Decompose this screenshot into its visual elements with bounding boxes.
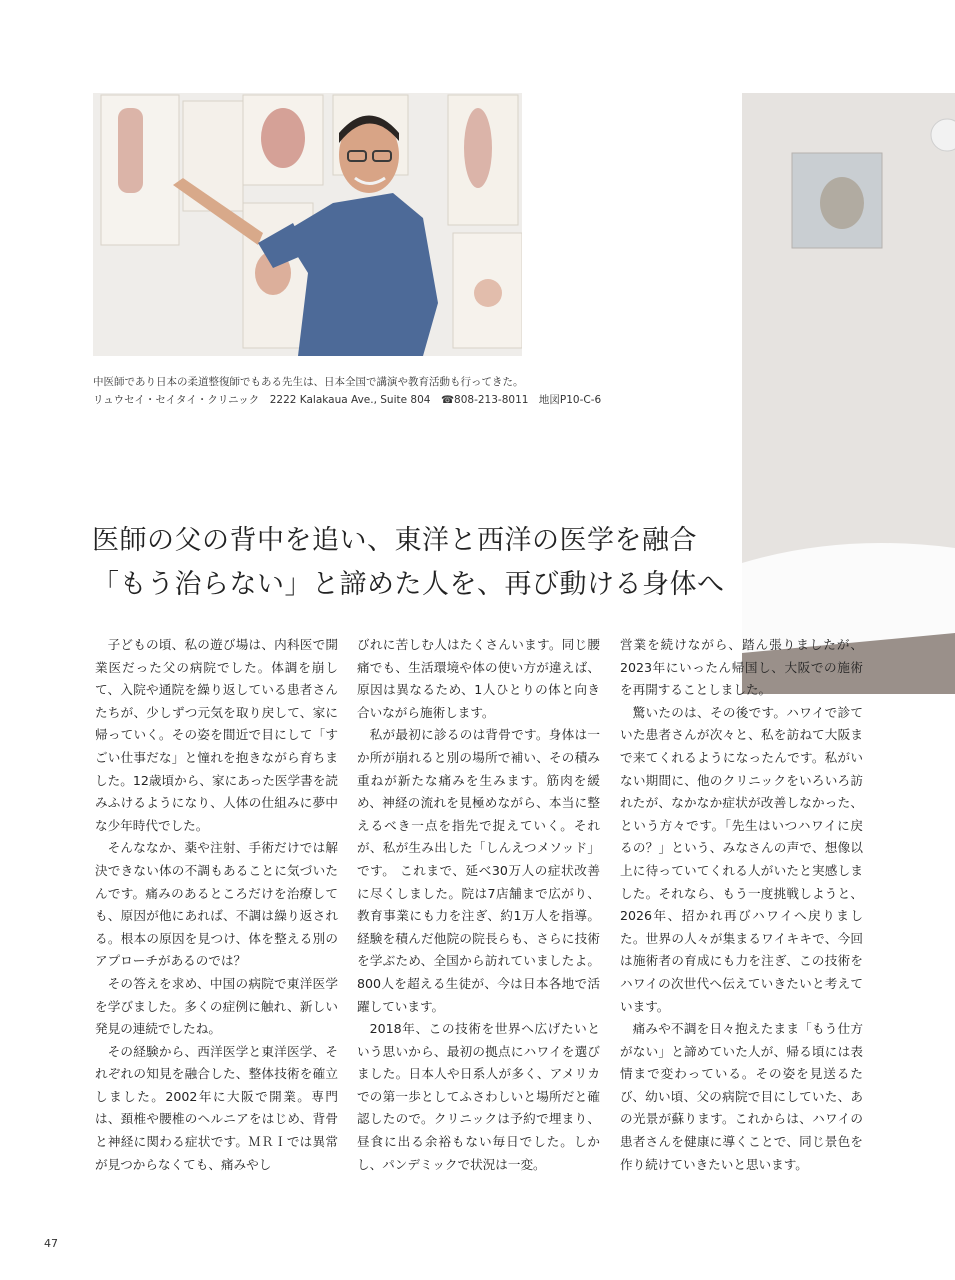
paragraph: 驚いたのは、その後です。ハワイで診ていた患者さんが次々と、私を訪ねて大阪まで来てくれるようになったんです。私がいない期間に、他のクリニックをいろいろ訪れたが、なかなか症状が改善しなかった、という方々です。「先生はいつハワイに戻るの？」という、みなさんの声で、想像以上に待っていてくれる人がいたと実感しました。それなら、もう一度挑戦しようと、2026年、招かれ再びハワイへ戻りました。世界の人々が集まるワイキキで、今回は施術者の育成にも力を注ぎ、この技術をハワイの次世代へ伝えていきたいと考えています。 <box>620 704 863 1014</box>
headline-line-2: 「もう治らない」と諦めた人を、再び動ける身体へ <box>92 569 725 600</box>
page-number: 47 <box>44 1237 58 1250</box>
body-column-3 <box>620 634 863 1176</box>
paragraph: 子どもの頃、私の遊び場は、内科医で開業医だった父の病院でした。体調を崩して、入院や通院を繰り返している患者さんたちが、少しずつ元気を取り戻して、家に帰っていく。その姿を間近で目にして「すごい仕事だな」と憧れを抱きながら育ちました。12歳頃から、家にあった医学書を読みふけるようになり、人体の仕組みに夢中な少年時代でした。 <box>95 637 338 833</box>
body-column-2 <box>357 634 600 1176</box>
paragraph: 2018年、この技術を世界へ広げたいという思いから、最初の拠点にハワイを選びました。日本人や日系人が多く、アメリカでの第一歩としてふさわしいと場所だと確認したので。クリニックは予約で埋まり、昼食に出る余裕もない毎日でした。しかし、パンデミックで状況は一変。 <box>357 1021 600 1172</box>
paragraph: びれに苦しむ人はたくさんいます。同じ腰痛でも、生活環境や体の使い方が違えば、原因は異なるため、1人ひとりの体と向き合いながら施術します。 <box>357 637 600 720</box>
paragraph: その答えを求め、中国の病院で東洋医学を学びました。多くの症例に触れ、新しい発見の連続でしたね。 <box>95 975 338 1037</box>
photo-caption <box>93 373 653 409</box>
article-headline <box>92 519 732 607</box>
paragraph: 私が最初に診るのは背骨です。身体は一か所が崩れると別の場所で補い、その積み重ねが新たな痛みを生みます。筋肉を緩め、神経の流れを見極めながら、本当に整えるべき一点を指先で捉えていく。それが、私が生み出した「しんえつメソッド」です。 これまで、延べ30万人の症状改善に尽くしました。院は7店舗まで広がり、教育事業にも力を注ぎ、約1万人を指導。経験を積んだ他院の院長らも、さらに技術を学ぶため、全国から訪れていましたよ。800人を超える生徒が、今は日本各地で活躍しています。 <box>357 727 600 1014</box>
headline-line-1: 医師の父の背中を追い、東洋と西洋の医学を融合 <box>92 525 697 556</box>
body-column-1 <box>95 634 338 1176</box>
paragraph: その経験から、西洋医学と東洋医学、それぞれの知見を融合した、整体技術を確立しました。2002年に大阪で開業。専門は、頚椎や腰椎のヘルニアをはじめ、背骨と神経に関わる症状です。ＭＲＩでは異常が見つからなくても、痛みやし <box>95 1043 338 1172</box>
doctor-photo <box>93 93 522 356</box>
clinic-room-photo <box>742 93 955 694</box>
caption-line-1: 中医師であり日本の柔道整復師でもある先生は、日本全国で講演や教育活動も行ってきた。 <box>93 376 524 388</box>
paragraph: 営業を続けながら、踏ん張りましたが、2023年にいったん帰国し、大阪での施術を再開することしました。 <box>620 637 863 698</box>
paragraph: 痛みや不調を日々抱えたまま「もう仕方がない」と諦めていた人が、帰る頃には表情まで変わっている。その姿を見送るたび、幼い頃、父の病院で目にしていた、あの光景が蘇ります。これからは、ハワイの患者さんを健康に導くことで、同じ景色を作り続けていきたいと思います。 <box>620 1021 863 1172</box>
caption-line-2: リュウセイ・セイタイ・クリニック 2222 Kalakaua Ave., Suite 804 ☎808-213-8011 地図P10-C-6 <box>93 394 602 406</box>
paragraph: そんななか、薬や注射、手術だけでは解決できない体の不調もあることに気づいたんです。痛みのあるところだけを治療しても、原因が他にあれば、不調は繰り返される。根本の原因を見つけ、体を整える別のアプローチがあるのでは？ <box>95 840 338 969</box>
